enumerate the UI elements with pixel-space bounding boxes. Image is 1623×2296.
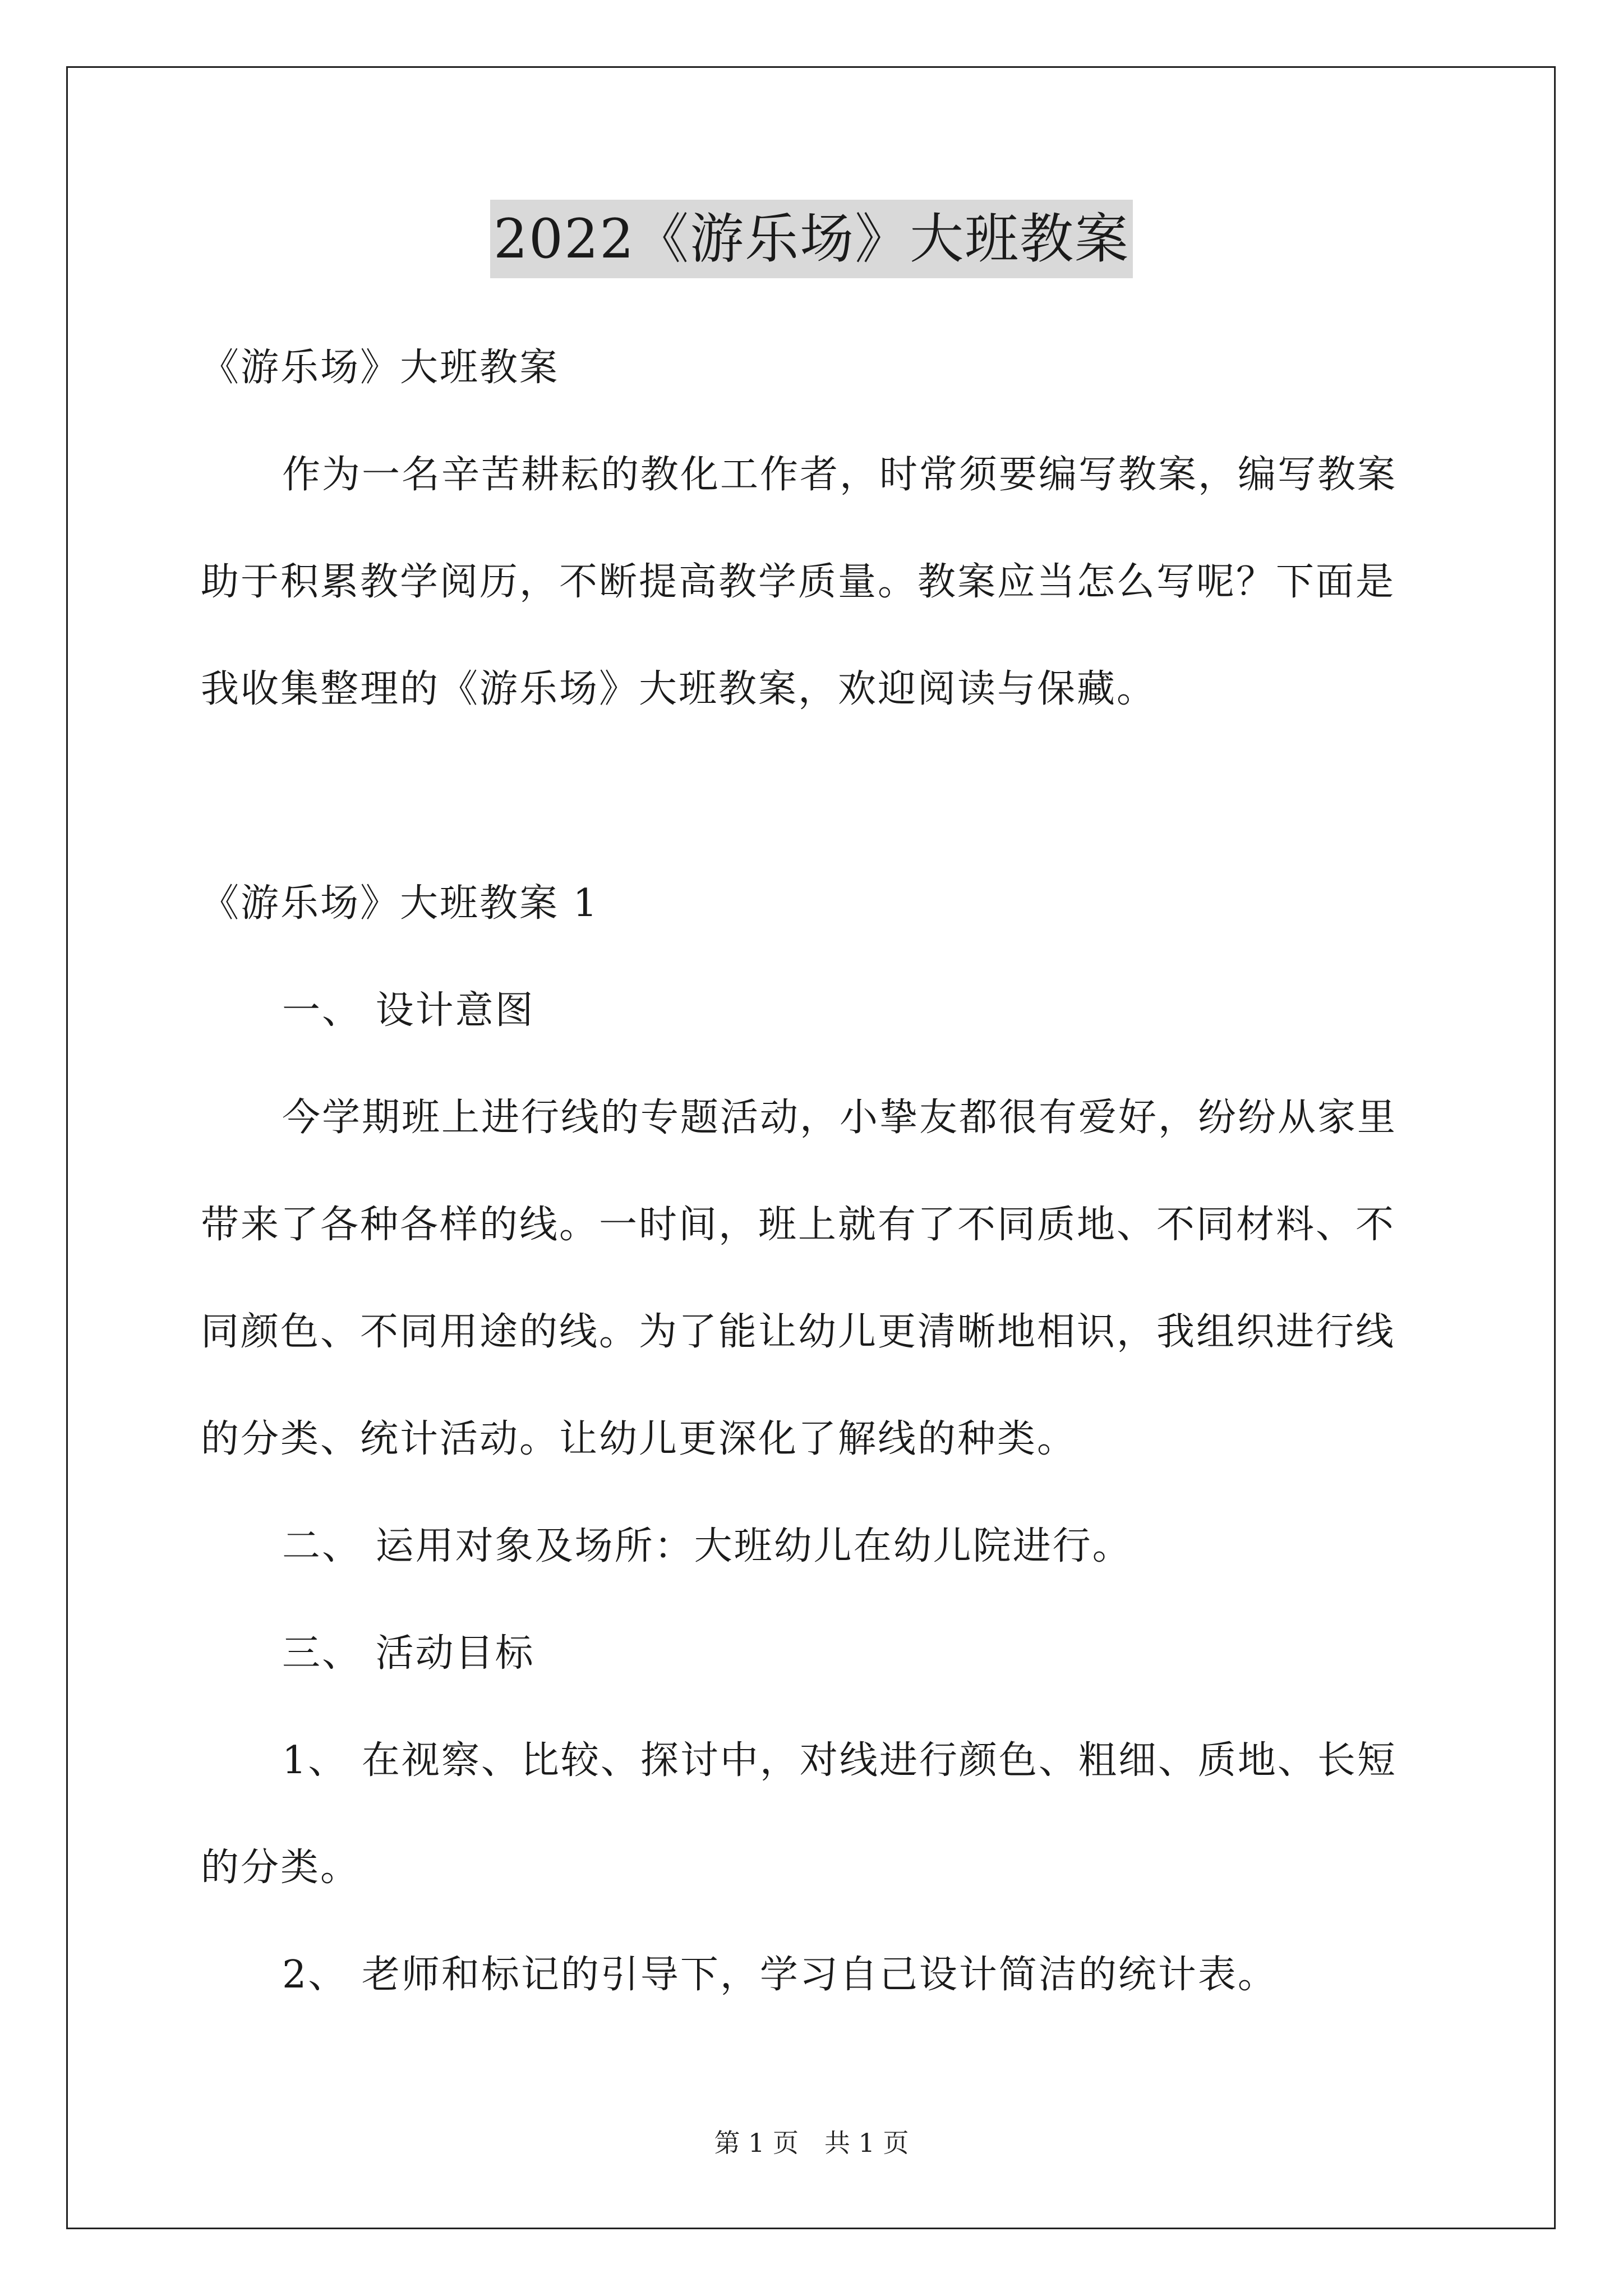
paragraph-line: 《游乐场》大班教案 bbox=[201, 346, 560, 390]
paragraph-line: 1、 在视察、比较、探讨中，对线进行颜色、粗细、质地、长短 bbox=[282, 1738, 1397, 1783]
paragraph-line: 今学期班上进行线的专题活动，小挚友都很有爱好，纷纷从家里 bbox=[282, 1096, 1398, 1140]
paragraph-line: 三、 活动目标 bbox=[282, 1631, 535, 1676]
document-body bbox=[201, 314, 1429, 2028]
paragraph-line: 助于积累教学阅历，不断提高教学质量。教案应当怎么写呢？下面是 bbox=[201, 560, 1396, 604]
paragraph-line: 作为一名辛苦耕耘的教化工作者，时常须要编写教案，编写教案 bbox=[282, 453, 1398, 497]
document-title: 2022《游乐场》大班教案 bbox=[490, 200, 1133, 278]
paragraph-line: 《游乐场》大班教案 1 bbox=[201, 881, 599, 926]
paragraph-line: 一、 设计意图 bbox=[282, 988, 535, 1033]
paragraph-line: 我收集整理的《游乐场》大班教案，欢迎阅读与保藏。 bbox=[201, 667, 1157, 711]
paragraph-line: 同颜色、不同用途的线。为了能让幼儿更清晰地相识，我组织进行线 bbox=[201, 1310, 1396, 1354]
title-container bbox=[0, 200, 1623, 278]
blank-line bbox=[201, 743, 1429, 850]
page-footer: 第 1 页 共 1 页 bbox=[714, 2128, 909, 2158]
paragraph-line: 的分类。 bbox=[201, 1846, 361, 1890]
paragraph-line: 2、 老师和标记的引导下，学习自己设计简洁的统计表。 bbox=[282, 1953, 1278, 1997]
paragraph-line: 带来了各种各样的线。一时间，班上就有了不同质地、不同材料、不 bbox=[201, 1203, 1396, 1247]
paragraph-line: 的分类、统计活动。让幼儿更深化了解线的种类。 bbox=[201, 1417, 1077, 1461]
paragraph-line: 二、 运用对象及场所：大班幼儿在幼儿院进行。 bbox=[282, 1524, 1132, 1568]
